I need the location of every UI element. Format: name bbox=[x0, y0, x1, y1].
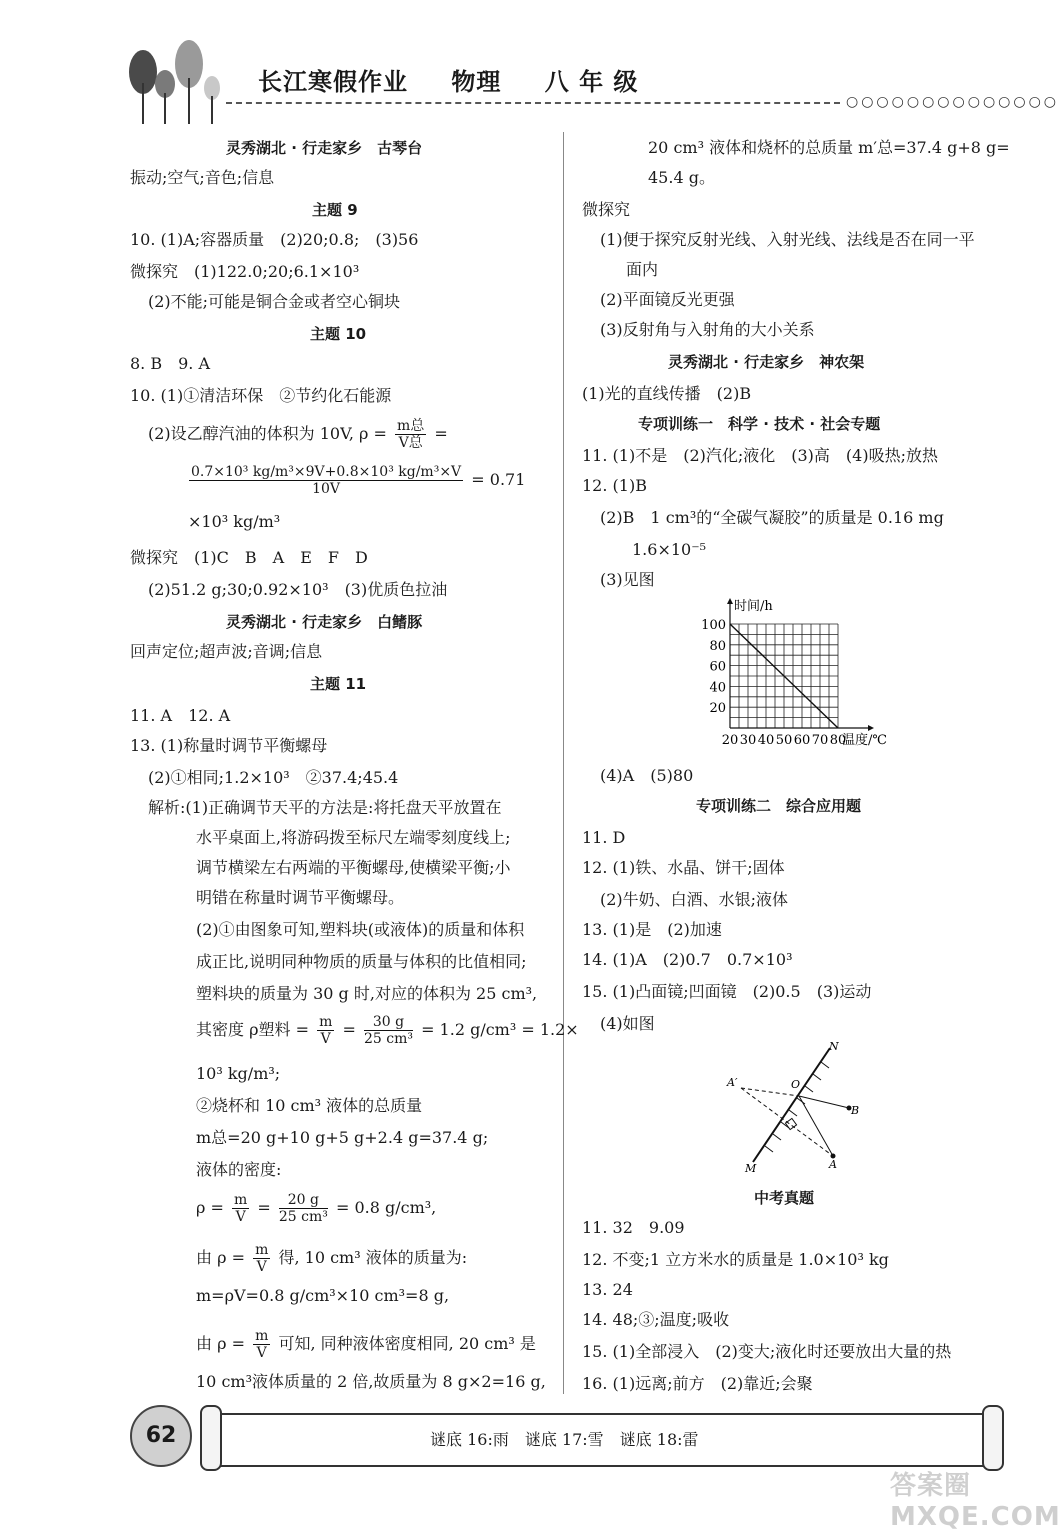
scroll-end-right bbox=[982, 1405, 1004, 1471]
ray-to-b bbox=[799, 1096, 849, 1108]
answer-line: 1.6×10⁻⁵ bbox=[632, 540, 707, 559]
answer-line: 8. B 9. A bbox=[130, 354, 211, 373]
answer-line: 回声定位;超声波;音调;信息 bbox=[130, 642, 323, 661]
y-tick-label: 40 bbox=[709, 680, 726, 696]
numerator: 30 g bbox=[364, 1014, 413, 1031]
numerator: m bbox=[255, 1242, 269, 1258]
y-axis-label: 时间/h bbox=[734, 599, 773, 614]
page-header bbox=[0, 0, 1064, 125]
book-title bbox=[258, 62, 672, 97]
denominator: V总 bbox=[398, 435, 423, 451]
answer-line: ×10³ kg/m³ bbox=[188, 512, 281, 531]
answer-line: 10. (1)①清洁环保 ②节约化石能源 bbox=[130, 386, 392, 405]
answer-line: 15. (1)全部浸入 (2)变大;液化时还要放出大量的热 bbox=[582, 1342, 952, 1361]
answer-line: m=ρV=0.8 g/cm³×10 cm³=8 g, bbox=[196, 1286, 450, 1305]
x-axis-label: 温度/℃ bbox=[842, 733, 887, 748]
answer-line: 20 cm³ 液体和烧杯的总质量 m′总=37.4 g+8 g= bbox=[648, 138, 1010, 157]
answer-line: 14. 48;③;温度;吸收 bbox=[582, 1310, 730, 1329]
answer-line: 面内 bbox=[626, 260, 659, 279]
denominator: 25 cm³ bbox=[363, 1031, 413, 1047]
formula-text: = bbox=[342, 1020, 356, 1039]
answer-line: 13. 24 bbox=[582, 1280, 633, 1299]
formula-text: = bbox=[434, 424, 448, 443]
fraction bbox=[364, 1014, 413, 1047]
label-o: O bbox=[791, 1078, 801, 1091]
answer-line: (2)平面镜反光更强 bbox=[600, 290, 735, 309]
x-tick-label: 30 bbox=[739, 733, 757, 748]
answer-line: (4)如图 bbox=[600, 1014, 655, 1033]
answer-line: 调节横梁左右两端的平衡螺母,使横梁平衡;小 bbox=[196, 858, 511, 877]
y-tick-label: 80 bbox=[709, 638, 726, 654]
denominator: 25 cm³ bbox=[278, 1209, 328, 1225]
answer-line: 解析:(1)正确调节天平的方法是:将托盘天平放置在 bbox=[148, 798, 502, 817]
label-m: M bbox=[745, 1162, 757, 1175]
numerator: 0.7×10³ kg/m³×9V+0.8×10³ kg/m³×V bbox=[191, 464, 462, 480]
trees-logo bbox=[125, 38, 235, 128]
formula-plastic-density bbox=[196, 1014, 579, 1047]
subject-name: 物理 bbox=[451, 68, 502, 96]
denominator: V bbox=[256, 1345, 267, 1361]
x-tick-label: 20 bbox=[721, 733, 739, 748]
answer-line: (2)不能;可能是铜合金或者空心铜块 bbox=[148, 292, 401, 311]
numerator: m bbox=[255, 1328, 269, 1344]
mirror-reflection-diagram bbox=[725, 1040, 860, 1175]
answer-line: 45.4 g。 bbox=[648, 168, 715, 187]
x-tick-label: 40 bbox=[757, 733, 775, 748]
answer-line: 微探究 (1)122.0;20;6.1×10³ bbox=[130, 262, 360, 281]
fraction bbox=[317, 1014, 334, 1047]
answer-line: 液体的密度: bbox=[196, 1160, 282, 1179]
formula-text: 由 ρ = bbox=[196, 1248, 245, 1267]
answer-line: 15. (1)凸面镜;凹面镜 (2)0.5 (3)运动 bbox=[582, 982, 872, 1001]
answer-line: ②烧杯和 10 cm³ 液体的总质量 bbox=[196, 1096, 423, 1115]
denominator: V bbox=[256, 1259, 267, 1275]
formula-text: 其密度 ρ塑料 = bbox=[196, 1020, 309, 1039]
x-tick-label: 60 bbox=[793, 733, 811, 748]
formula-text: = 0.8 g/cm³, bbox=[335, 1198, 437, 1217]
formula-text: = 0.71 bbox=[471, 470, 526, 489]
scroll-end-left bbox=[200, 1405, 222, 1471]
formula-text: (2)设乙醇汽油的体积为 10V, ρ = bbox=[148, 424, 387, 443]
fraction bbox=[253, 1242, 270, 1275]
formula-text: 由 ρ = bbox=[196, 1334, 245, 1353]
riddle-answers: 谜底 16:雨 谜底 17:雪 谜底 18:雷 bbox=[430, 1430, 699, 1449]
fraction bbox=[395, 418, 426, 451]
formula-same-density bbox=[196, 1328, 536, 1361]
section-heading: 主题 11 bbox=[310, 675, 367, 693]
answer-line: (2)①相同;1.2×10³ ②37.4;45.4 bbox=[148, 768, 399, 787]
numerator: m bbox=[234, 1192, 248, 1208]
temperature-time-chart bbox=[700, 598, 910, 753]
x-axis-arrow bbox=[868, 725, 874, 731]
answer-line: 11. D bbox=[582, 828, 626, 847]
answer-line: 12. (1)B bbox=[582, 476, 647, 495]
column-divider bbox=[563, 132, 564, 1394]
answer-line: 12. (1)铁、水晶、饼干;固体 bbox=[582, 858, 785, 877]
x-tick-label: 80 bbox=[829, 733, 847, 748]
fraction bbox=[189, 464, 463, 497]
answer-line: m总=20 g+10 g+5 g+2.4 g=37.4 g; bbox=[196, 1128, 489, 1147]
answer-line: (1)光的直线传播 (2)B bbox=[582, 384, 752, 403]
right-angle-mark bbox=[785, 1118, 796, 1129]
fraction bbox=[279, 1192, 328, 1225]
fraction bbox=[232, 1192, 249, 1225]
y-tick-label: 20 bbox=[709, 701, 726, 717]
answer-line: 10 cm³液体质量的 2 倍,故质量为 8 g×2=16 g, bbox=[196, 1372, 546, 1391]
section-heading: 灵秀湖北 · 行走家乡 神农架 bbox=[668, 353, 865, 371]
section-heading: 灵秀湖北 · 行走家乡 古琴台 bbox=[226, 139, 423, 157]
section-heading: 中考真题 bbox=[754, 1189, 815, 1207]
answer-line: 水平桌面上,将游码拨至标尺左端零刻度线上; bbox=[196, 828, 511, 847]
answer-line: 11. (1)不是 (2)汽化;液化 (3)高 (4)吸热;放热 bbox=[582, 446, 938, 465]
formula-density-2 bbox=[186, 464, 525, 497]
header-rule bbox=[226, 102, 840, 104]
answer-line: 成正比,说明同种物质的质量与体积的比值相同; bbox=[196, 952, 527, 971]
answer-line: (1)便于探究反射光线、入射光线、法线是否在同一平 bbox=[600, 230, 975, 249]
answer-line: 12. 不变;1 立方米水的质量是 1.0×10³ kg bbox=[582, 1250, 889, 1269]
answer-line: (2)牛奶、白酒、水银;液体 bbox=[600, 890, 789, 909]
answer-line: 11. A 12. A bbox=[130, 706, 231, 725]
answer-line: 16. (1)远离;前方 (2)靠近;会聚 bbox=[582, 1374, 813, 1393]
answer-line: (2)①由图象可知,塑料块(或液体)的质量和体积 bbox=[196, 920, 525, 939]
answer-line: (3)反射角与入射角的大小关系 bbox=[600, 320, 815, 339]
answer-line: 明错在称量时调节平衡螺母。 bbox=[196, 888, 405, 907]
formula-text: 得, 10 cm³ 液体的质量为: bbox=[278, 1248, 468, 1267]
section-heading: 专项训练一 科学 · 技术 · 社会专题 bbox=[638, 415, 881, 433]
numerator: m bbox=[319, 1014, 333, 1030]
section-heading: 专项训练二 综合应用题 bbox=[696, 797, 862, 815]
answer-line: 13. (1)称量时调节平衡螺母 bbox=[130, 736, 328, 755]
y-tick-label: 60 bbox=[709, 659, 726, 675]
x-tick-label: 70 bbox=[811, 733, 829, 748]
answer-line: 10. (1)A;容器质量 (2)20;0.8; (3)56 bbox=[130, 230, 419, 249]
ray-to-a bbox=[799, 1096, 833, 1156]
numerator: 20 g bbox=[279, 1192, 328, 1209]
label-a: A bbox=[829, 1158, 837, 1171]
section-heading: 主题 9 bbox=[312, 201, 358, 219]
answer-line: 13. (1)是 (2)加速 bbox=[582, 920, 722, 939]
x-tick-label: 50 bbox=[775, 733, 793, 748]
section-heading: 主题 10 bbox=[310, 325, 367, 343]
answer-line: 11. 32 9.09 bbox=[582, 1218, 685, 1237]
series-name: 长江寒假作业 bbox=[258, 68, 408, 96]
answer-line: (4)A (5)80 bbox=[600, 766, 694, 785]
page-footer bbox=[120, 1405, 1000, 1470]
y-axis-arrow bbox=[727, 598, 733, 604]
formula-text: = 1.2 g/cm³ = 1.2× bbox=[421, 1020, 579, 1039]
page-number: 62 bbox=[130, 1405, 192, 1467]
formula-mass-from-density bbox=[196, 1242, 467, 1275]
formula-text: = bbox=[257, 1198, 271, 1217]
header-dots: ○○○○○○○○○○○○○○ bbox=[846, 94, 1060, 110]
section-heading: 灵秀湖北 · 行走家乡 白鳍豚 bbox=[226, 613, 423, 631]
formula-text: 可知, 同种液体密度相同, 20 cm³ 是 bbox=[278, 1334, 536, 1353]
answer-line: 振动;空气;音色;信息 bbox=[130, 168, 275, 187]
label-a-prime: A′ bbox=[727, 1076, 738, 1089]
answer-line: 10³ kg/m³; bbox=[196, 1064, 281, 1083]
answer-line: 塑料块的质量为 30 g 时,对应的体积为 25 cm³, bbox=[196, 984, 538, 1003]
formula-text: ρ = bbox=[196, 1198, 224, 1217]
fraction bbox=[253, 1328, 270, 1361]
denominator: 10V bbox=[312, 481, 341, 497]
formula-liquid-density bbox=[196, 1192, 436, 1225]
answer-line: (2)B 1 cm³的“全碳气凝胶”的质量是 0.16 mg bbox=[600, 508, 944, 527]
answer-line: 14. (1)A (2)0.7 0.7×10³ bbox=[582, 950, 793, 969]
answer-line: (3)见图 bbox=[600, 570, 655, 589]
watermark: 答案圈 MXQE.COM bbox=[890, 1471, 1061, 1532]
denominator: V bbox=[320, 1031, 331, 1047]
answer-line: 微探究 (1)C B A E F D bbox=[130, 548, 368, 567]
answer-line: 微探究 bbox=[582, 200, 631, 219]
label-n: N bbox=[829, 1040, 839, 1053]
grade-name: 八 年 级 bbox=[544, 68, 639, 96]
formula-density-1 bbox=[148, 418, 448, 451]
label-b: B bbox=[851, 1104, 860, 1117]
answer-line: (2)51.2 g;30;0.92×10³ (3)优质色拉油 bbox=[148, 580, 448, 599]
y-tick-label: 100 bbox=[701, 618, 726, 633]
denominator: V bbox=[235, 1209, 246, 1225]
numerator: m总 bbox=[397, 418, 425, 434]
